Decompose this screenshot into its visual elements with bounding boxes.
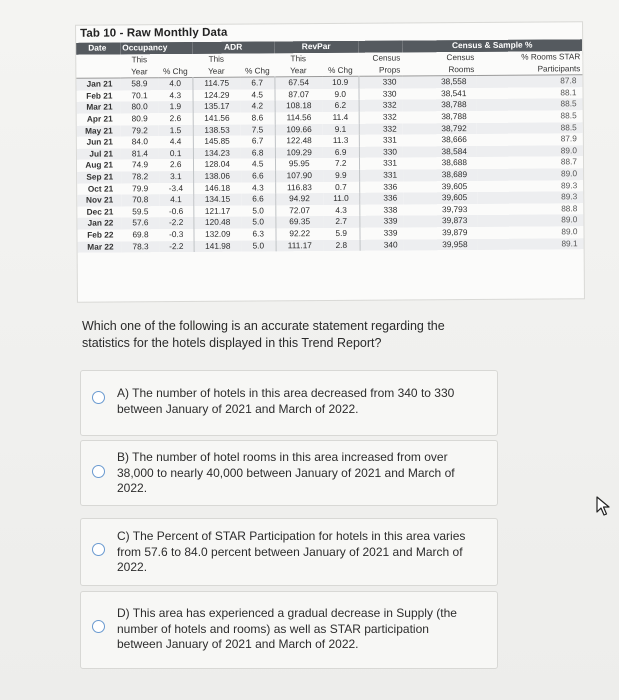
- cell-adr-chg: 6.6: [241, 170, 275, 182]
- cell-occ-chg: 4.3: [169, 89, 182, 100]
- cell-rooms: 38,666: [441, 134, 467, 145]
- cell-rooms: 38,792: [403, 123, 477, 135]
- subheader-row1-col1: This: [120, 54, 158, 66]
- cell-month: Dec 21: [86, 206, 114, 217]
- cell-star: 88.8: [561, 202, 578, 214]
- cell-adr-chg: 5.0: [241, 217, 275, 229]
- cell-star: 87.8: [476, 75, 582, 88]
- cell-adr-chg: 8.6: [251, 112, 264, 123]
- subheader-row1-col5: This: [274, 53, 322, 65]
- cell-star: 88.5: [477, 122, 583, 134]
- cell-occ: 80.0: [121, 102, 159, 114]
- cell-props: 330: [358, 76, 402, 88]
- radio-option-d[interactable]: [92, 620, 105, 633]
- cell-occ-chg: -2.2: [159, 217, 193, 229]
- radio-option-b[interactable]: [92, 465, 105, 478]
- question-text: Which one of the following is an accurate statement regarding the statistics for the hotels displayed in this Trend Report?: [82, 319, 445, 350]
- cell-occ-chg: 4.0: [158, 78, 192, 90]
- cell-revpar: 114.56: [275, 112, 323, 124]
- cell-occ: 59.5: [132, 205, 149, 217]
- cell-month: Jan 21: [76, 78, 120, 90]
- cell-adr: 114.75: [192, 77, 240, 89]
- cell-props: 332: [359, 100, 403, 112]
- cell-props: 330: [358, 88, 402, 100]
- cell-props: 331: [359, 158, 403, 170]
- cell-adr-chg: 5.0: [242, 240, 276, 252]
- cell-rooms: 39,793: [441, 203, 468, 214]
- cell-month: Mar 21: [77, 102, 121, 114]
- cell-adr: 141.98: [194, 240, 242, 252]
- subheader-row2-col2: % Chg: [158, 66, 192, 78]
- cell-adr-chg: 6.7: [251, 135, 264, 146]
- cell-revpar: 109.29: [275, 147, 323, 159]
- cell-adr-chg: 4.2: [241, 101, 275, 113]
- radio-option-a[interactable]: [92, 391, 105, 404]
- cell-month: Jun 21: [86, 136, 113, 147]
- cell-revpar-chg: 4.3: [335, 204, 347, 215]
- cell-occ-chg: 0.1: [159, 148, 193, 160]
- answer-option-d[interactable]: [80, 591, 498, 669]
- answer-option-c[interactable]: [80, 518, 498, 586]
- cell-revpar-chg: 9.0: [334, 88, 347, 99]
- cell-props: 339: [359, 227, 403, 239]
- cell-props: 331: [359, 135, 403, 147]
- cell-revpar-chg: 2.7: [323, 216, 359, 228]
- cell-revpar: 69.35: [275, 216, 323, 228]
- cell-revpar-chg: 11.3: [332, 135, 349, 146]
- subheader-row1-col3: This: [192, 54, 240, 66]
- cell-props: 332: [359, 111, 403, 123]
- radio-option-c[interactable]: [92, 543, 105, 556]
- cell-adr: 141.56: [193, 113, 241, 125]
- cell-occ: 80.9: [131, 113, 148, 124]
- answer-option-b[interactable]: [80, 440, 498, 506]
- cell-star: 89.3: [560, 179, 578, 190]
- answer-option-a[interactable]: [80, 370, 498, 436]
- cell-rooms: 38,689: [403, 169, 477, 181]
- cell-star: 89.0: [561, 226, 578, 237]
- cell-adr-chg: 4.5: [251, 89, 264, 100]
- cell-revpar-chg: 0.7: [335, 181, 347, 192]
- cell-occ: 69.8: [132, 229, 149, 240]
- cell-occ-chg: -3.4: [168, 182, 184, 193]
- cell-star: 88.5: [560, 110, 577, 121]
- mouse-pointer-icon: [596, 496, 612, 516]
- cell-rooms: 39,958: [404, 238, 478, 250]
- cell-rooms: 39,873: [403, 215, 477, 227]
- cell-rooms: 38,584: [403, 146, 477, 158]
- cell-adr-chg: 6.6: [241, 194, 275, 206]
- cell-star: 89.0: [477, 215, 583, 227]
- table-row: [78, 238, 584, 253]
- cell-star: 89.1: [478, 238, 584, 250]
- cell-adr-chg: 4.3: [252, 181, 264, 193]
- header-revpar: RevPar: [274, 41, 358, 54]
- cell-adr: 138.06: [193, 171, 241, 183]
- cell-adr-chg: 5.0: [252, 205, 264, 216]
- cell-revpar: 109.66: [275, 124, 323, 136]
- cell-month: May 21: [77, 125, 121, 137]
- cell-adr: 146.18: [193, 182, 241, 194]
- cell-revpar-chg: 2.8: [324, 239, 360, 251]
- cell-revpar: 87.07: [274, 89, 322, 101]
- subheader-row1-col4: [240, 53, 274, 65]
- header-blank: [358, 40, 402, 52]
- cell-adr: 138.53: [193, 124, 241, 136]
- cell-month: Feb 22: [87, 229, 114, 240]
- cell-adr-chg: 6.7: [240, 77, 274, 89]
- cell-revpar: 116.83: [275, 182, 323, 194]
- cell-adr: 135.17: [193, 101, 241, 113]
- cell-occ: 70.1: [131, 90, 148, 101]
- cell-occ: 58.9: [120, 78, 158, 90]
- cell-revpar: 72.07: [275, 205, 323, 217]
- subheader-row1-col0: [76, 54, 120, 66]
- cell-revpar: 122.48: [275, 135, 323, 147]
- cell-occ: 70.8: [121, 194, 159, 206]
- header-date: Date: [76, 42, 120, 54]
- subheader-row2-col7: Props: [358, 64, 402, 76]
- trend-report-table-card: [76, 22, 584, 302]
- option-b-text: B) The number of hotel rooms in this area increased from over 38,000 to nearly 40,000 between January of 2021 and March of 2022.: [117, 450, 455, 495]
- cell-occ: 79.9: [132, 182, 149, 193]
- option-d-text: D) This area has experienced a gradual decrease in Supply (the number of hotels and rooms) as well as STAR participation between January of 2021 and March of 2022.: [117, 606, 457, 651]
- subheader-row1-col7: Census: [358, 52, 402, 64]
- cell-star: 89.0: [477, 168, 583, 180]
- cell-occ: 81.4: [121, 148, 159, 160]
- cell-adr: 121.17: [193, 205, 241, 217]
- header-occupancy: Occupancy: [120, 42, 192, 55]
- cell-month: Jan 22: [77, 218, 121, 230]
- cell-occ-chg: 3.1: [159, 171, 193, 183]
- cell-revpar-chg: 9.1: [323, 123, 359, 135]
- cell-props: 332: [359, 123, 403, 135]
- cell-adr: 124.29: [192, 89, 240, 101]
- cell-rooms: 39,879: [442, 226, 468, 238]
- cell-rooms: 38,788: [403, 99, 477, 111]
- cell-revpar-chg: 6.9: [323, 147, 359, 159]
- cell-occ-chg: 2.6: [169, 113, 182, 124]
- cell-star: 88.5: [477, 99, 583, 111]
- option-c-text: C) The Percent of STAR Participation for hotels in this area varies from 57.6 to 84.0 percent between January of 2021 and March of 2022.: [117, 529, 466, 574]
- cell-occ-chg: 1.5: [159, 125, 193, 137]
- cell-occ-chg: -0.6: [168, 205, 184, 216]
- cell-rooms: 38,688: [441, 157, 468, 168]
- cell-props: 339: [359, 216, 403, 228]
- cell-occ: 74.9: [131, 159, 149, 170]
- cell-occ-chg: -2.2: [160, 240, 194, 252]
- cell-occ: 84.0: [131, 136, 148, 147]
- cell-month: Sep 21: [77, 171, 121, 183]
- cell-rooms: 39,605: [403, 192, 477, 204]
- cell-adr-chg: 6.3: [252, 228, 265, 239]
- cell-month: Oct 21: [87, 183, 114, 194]
- cell-occ-chg: -0.3: [169, 228, 184, 240]
- cell-adr: 134.15: [193, 194, 241, 206]
- cell-props: 331: [359, 169, 403, 181]
- cell-adr: 120.48: [193, 217, 241, 229]
- cell-props: 338: [359, 204, 403, 216]
- cell-month: Mar 22: [78, 241, 122, 253]
- cell-revpar: 92.22: [275, 228, 323, 240]
- cell-rooms: 38,558: [402, 76, 476, 89]
- cell-revpar: 67.54: [274, 77, 322, 89]
- cell-revpar: 111.17: [276, 240, 324, 252]
- cell-revpar-chg: 6.2: [323, 100, 359, 112]
- cell-props: 340: [360, 239, 404, 251]
- subheader-row2-col9: Participants: [476, 63, 582, 76]
- subheader-row2-col5: Year: [274, 65, 322, 77]
- cell-occ-chg: 2.6: [169, 159, 182, 170]
- table-title: Tab 10 - Raw Monthly Data: [80, 26, 228, 40]
- subheader-row1-col2: [158, 54, 192, 66]
- cell-star: 88.7: [560, 156, 578, 167]
- cell-adr: 132.09: [193, 229, 241, 241]
- cell-star: 88.1: [560, 87, 577, 98]
- header-census-sample: Census & Sample %: [402, 39, 582, 52]
- cell-adr: 134.23: [193, 147, 241, 159]
- cell-revpar-chg: 10.9: [322, 76, 358, 88]
- cell-revpar: 108.18: [275, 100, 323, 112]
- cell-occ: 78.3: [122, 241, 160, 253]
- subheader-row2-col8: Rooms: [402, 64, 476, 77]
- subheader-row2-col3: Year: [192, 65, 240, 77]
- cell-revpar: 95.95: [275, 158, 323, 170]
- subheader-row2-col0: [76, 66, 120, 78]
- cell-occ: 57.6: [121, 218, 159, 230]
- cell-props: 336: [359, 193, 403, 205]
- cell-revpar-chg: 11.4: [332, 111, 349, 122]
- cell-rooms: 38,541: [441, 87, 467, 99]
- subheader-row1-col9: % Rooms STAR: [476, 51, 582, 63]
- cell-revpar: 107.90: [275, 170, 323, 182]
- header-adr: ADR: [192, 41, 274, 54]
- cell-props: 330: [359, 146, 403, 158]
- cell-revpar: 94.92: [275, 193, 323, 205]
- cell-month: Apr 21: [86, 113, 113, 124]
- cell-occ-chg: 4.4: [169, 136, 182, 147]
- cell-adr: 145.85: [193, 136, 241, 148]
- cell-props: 336: [359, 181, 403, 193]
- cell-rooms: 39,605: [441, 180, 468, 191]
- cell-star: 89.3: [477, 191, 583, 203]
- cell-occ: 79.2: [121, 125, 159, 137]
- option-a-text: A) The number of hotels in this area decreased from 340 to 330 between January of 2021 and March of 2022.: [117, 386, 455, 416]
- cell-month: Nov 21: [77, 195, 121, 207]
- cell-revpar-chg: 5.9: [335, 227, 348, 238]
- cell-month: Aug 21: [85, 159, 114, 171]
- cell-revpar-chg: 7.2: [334, 158, 347, 169]
- cell-rooms: 38,788: [441, 111, 467, 122]
- cell-month: Jul 21: [77, 148, 121, 160]
- subheader-row1-col8: Census: [402, 52, 476, 64]
- raw-monthly-data-table: [76, 39, 583, 253]
- cell-adr-chg: 6.8: [241, 147, 275, 159]
- cell-adr-chg: 7.5: [241, 124, 275, 136]
- cell-star: 89.0: [477, 145, 583, 157]
- cell-occ-chg: 1.9: [159, 101, 193, 113]
- cell-occ: 78.2: [121, 171, 159, 183]
- cell-adr: 128.04: [193, 159, 241, 171]
- cell-revpar-chg: 11.0: [323, 193, 359, 205]
- cell-adr-chg: 4.5: [251, 158, 264, 169]
- cell-star: 87.9: [560, 133, 577, 144]
- cell-occ-chg: 4.1: [159, 194, 193, 206]
- cell-revpar-chg: 9.9: [323, 170, 359, 182]
- subheader-row1-col6: [322, 53, 358, 65]
- subheader-row2-col4: % Chg: [240, 65, 274, 77]
- cell-month: Feb 21: [86, 90, 113, 101]
- subheader-row2-col6: % Chg: [322, 64, 358, 76]
- subheader-row2-col1: Year: [120, 66, 158, 78]
